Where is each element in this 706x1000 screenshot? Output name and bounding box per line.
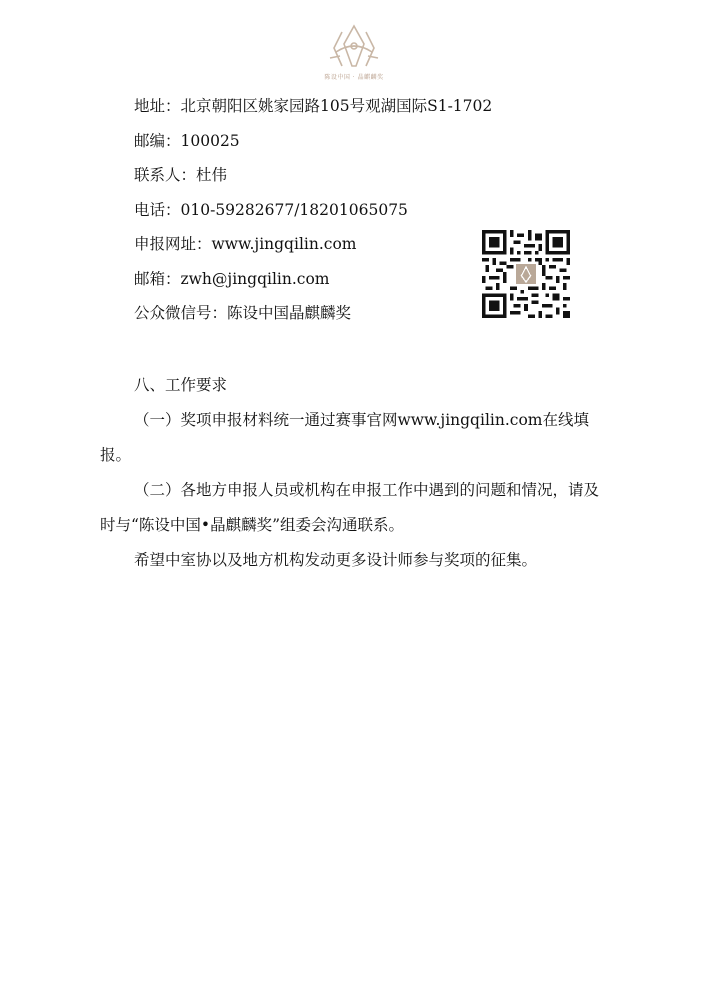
email-line[interactable]: 邮箱：zwh@jingqilin.com	[134, 269, 330, 288]
requirement-item-1: （一）奖项申报材料统一通过赛事官网www.jingqilin.com在线填报。	[100, 411, 589, 464]
contact-info	[134, 92, 492, 334]
website-line[interactable]: 申报网址：www.jingqilin.com	[134, 235, 357, 253]
phone-line: 电话：010-59282677/18201065075	[134, 200, 408, 219]
qr-code-icon	[482, 230, 570, 318]
work-requirements-section	[100, 368, 612, 578]
contact-person-line: 联系人：杜伟	[134, 166, 228, 184]
jingqilin-logo-icon	[322, 22, 386, 70]
awards-logo	[322, 22, 386, 82]
section-heading: 八、工作要求	[134, 376, 228, 394]
wechat-line: 公众微信号：陈设中国晶麒麟奖	[134, 304, 352, 322]
closing-remark: 希望中室协以及地方机构发动更多设计师参与奖项的征集。	[134, 551, 538, 569]
postcode-line: 邮编：100025	[134, 131, 240, 150]
logo-caption-cn: 陈设中国 · 晶麒麟奖	[324, 74, 384, 81]
requirement-item-2: （二）各地方申报人员或机构在申报工作中遇到的问题和情况，请及时与“陈设中国•晶麒麟奖”组委会沟通联系。	[100, 481, 600, 534]
wechat-qr-code	[482, 230, 570, 318]
address-line: 地址：北京朝阳区姚家园路105号观湖国际S1-1702	[134, 97, 493, 115]
